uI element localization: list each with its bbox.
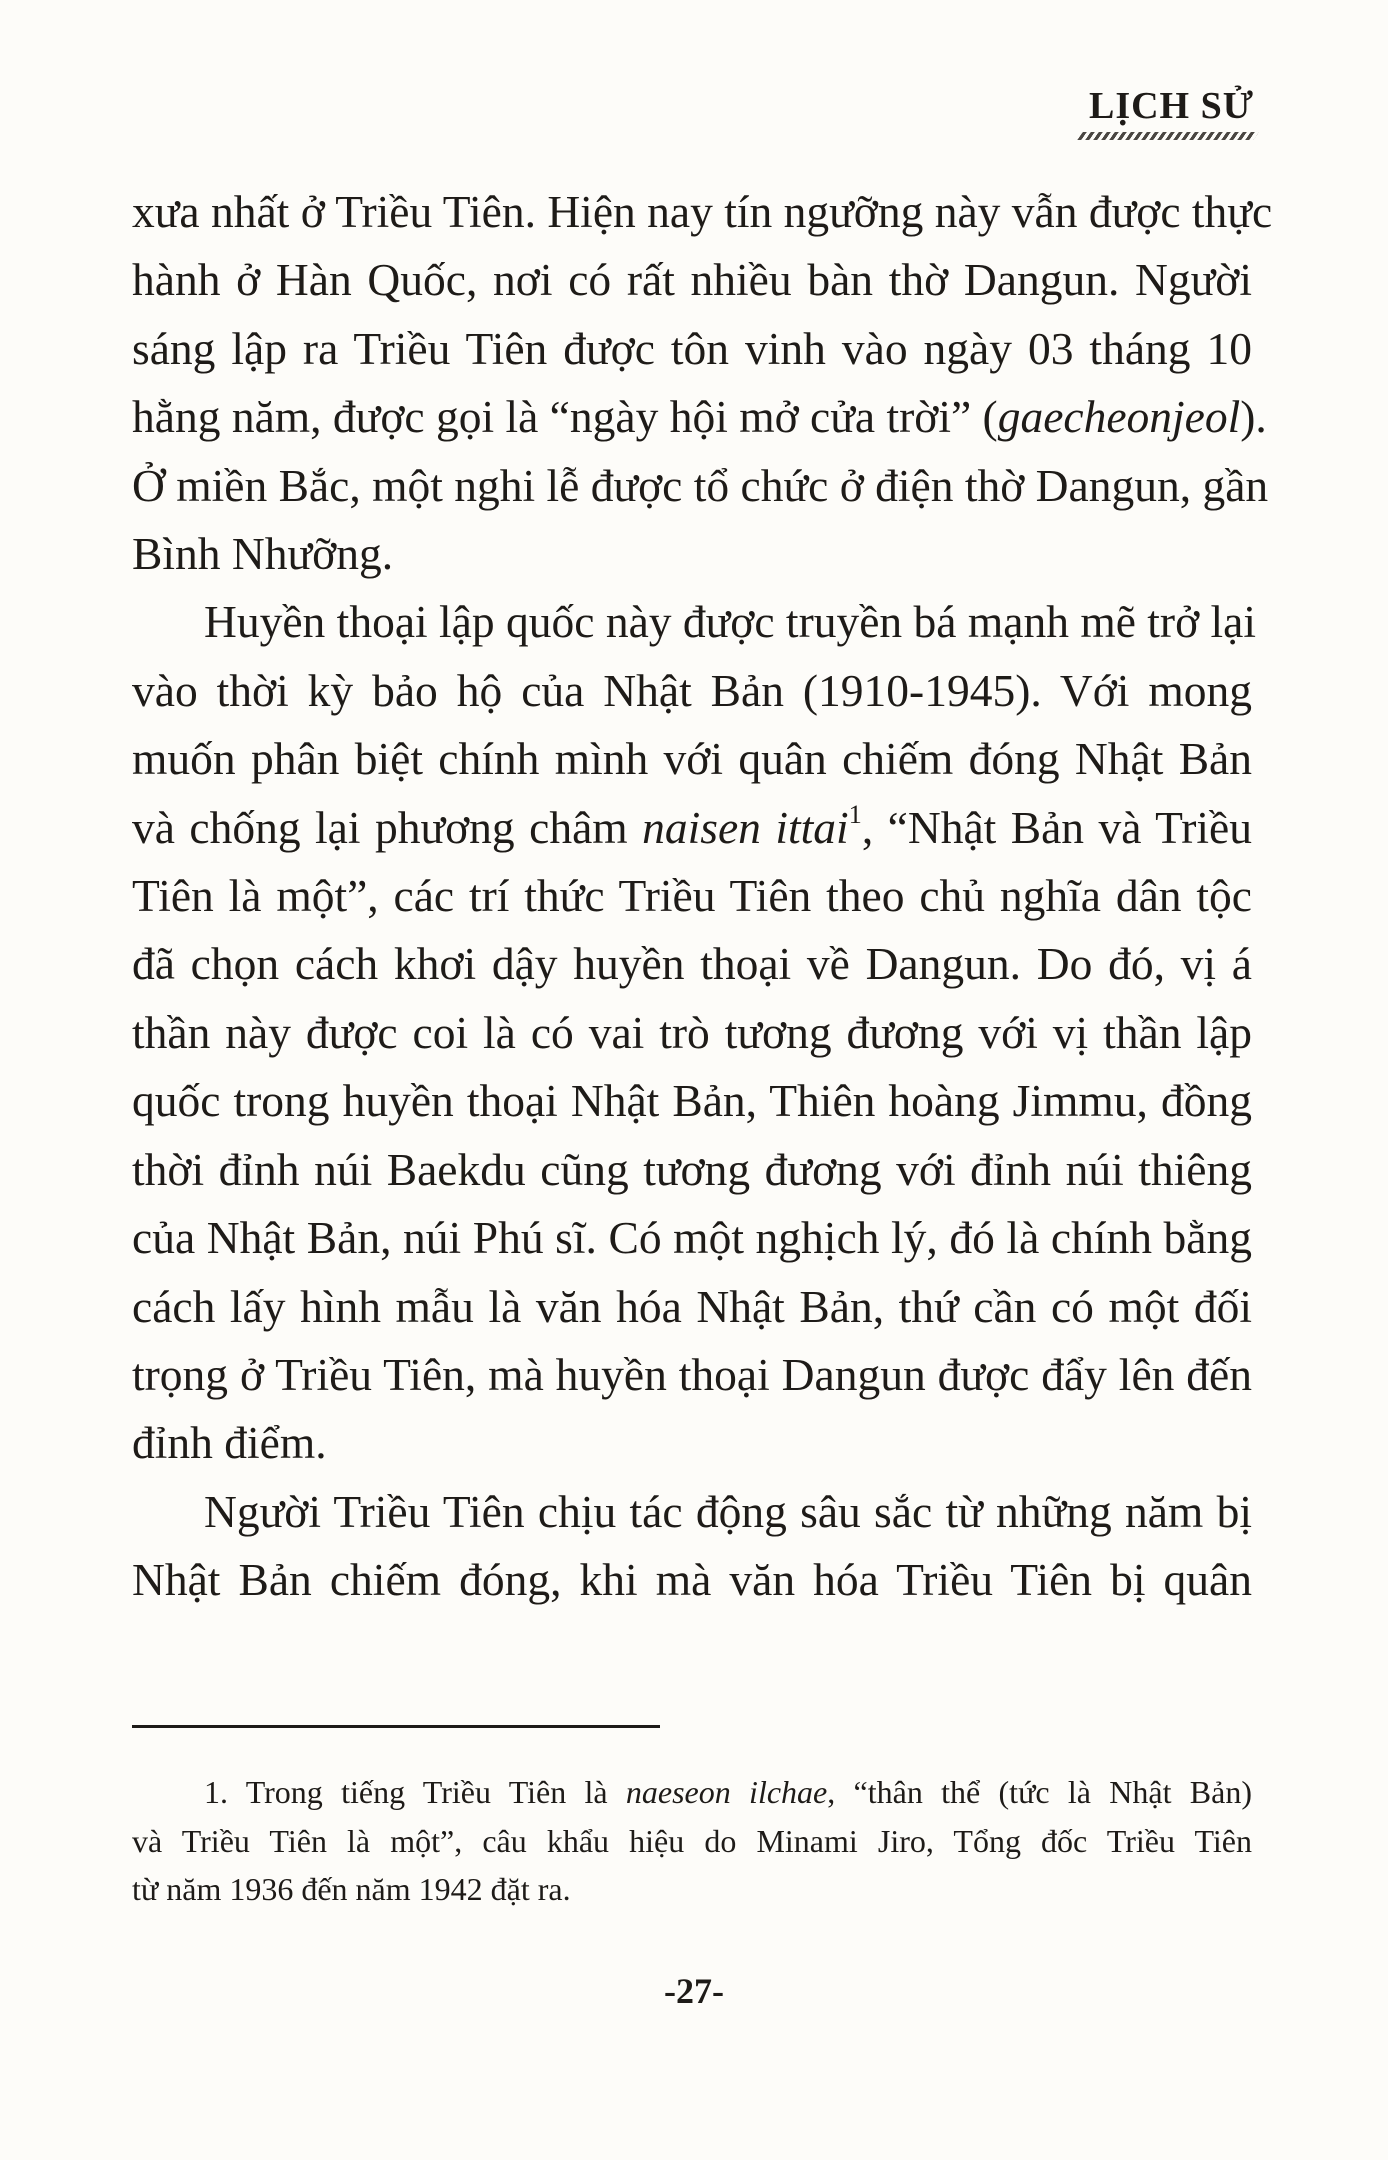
body-line: vào thời kỳ bảo hộ của Nhật Bản (1910-1945). Với mong (132, 664, 1252, 716)
body-line: đã chọn cách khơi dậy huyền thoại về Dangun. Do đó, vị á (132, 938, 1252, 990)
body-line: Người Triều Tiên chịu tác động sâu sắc từ những năm bị (204, 1485, 1252, 1537)
body-line: hành ở Hàn Quốc, nơi có rất nhiều bàn thờ Dangun. Người (132, 254, 1252, 306)
body-line: của Nhật Bản, núi Phú sĩ. Có một nghịch lý, đó là chính bằng (132, 1212, 1252, 1264)
body-line: hằng năm, được gọi là “ngày hội mở cửa trời” (gaecheonjeol). (132, 391, 1267, 443)
body-line: Tiên là một”, các trí thức Triều Tiên theo chủ nghĩa dân tộc (132, 870, 1252, 922)
body-line: Nhật Bản chiếm đóng, khi mà văn hóa Triều Tiên bị quân (132, 1554, 1252, 1606)
body-line: trọng ở Triều Tiên, mà huyền thoại Dangun được đẩy lên đến (132, 1348, 1252, 1400)
footnote-line: 1. Trong tiếng Triều Tiên là naeseon ilchae, “thân thể (tức là Nhật Bản) (204, 1774, 1252, 1810)
running-head-section-label: LỊCH SỬ (1088, 85, 1254, 127)
body-line: xưa nhất ở Triều Tiên. Hiện nay tín ngưỡng này vẫn được thực (132, 186, 1273, 237)
body-line: sáng lập ra Triều Tiên được tôn vinh vào ngày 03 tháng 10 (132, 322, 1252, 374)
body-line: cách lấy hình mẫu là văn hóa Nhật Bản, thứ cần có một đối (132, 1280, 1252, 1332)
footnote-separator (132, 1725, 660, 1728)
body-text (132, 178, 1273, 1615)
body-line-with-footnote-ref: và chống lại phương châm naisen ittai$^1$, “Nhật Bản và Triều (132, 798, 1253, 853)
body-line: đỉnh điểm. (132, 1417, 327, 1469)
body-line: Ở miền Bắc, một nghi lễ được tổ chức ở điện thờ Dangun, gần (132, 459, 1269, 511)
page-number: -27- (664, 1971, 724, 2011)
body-line: Huyền thoại lập quốc này được truyền bá mạnh mẽ trở lại (204, 596, 1256, 648)
body-line: thời đỉnh núi Baekdu cũng tương đương với đỉnh núi thiêng (132, 1143, 1252, 1195)
footnote-line: từ năm 1936 đến năm 1942 đặt ra. (132, 1871, 571, 1907)
body-line: muốn phân biệt chính mình với quân chiếm đóng Nhật Bản (132, 733, 1252, 785)
body-line: quốc trong huyền thoại Nhật Bản, Thiên hoàng Jimmu, đồng (132, 1075, 1252, 1127)
body-line: Bình Nhưỡng. (132, 528, 394, 580)
body-line: thần này được coi là có vai trò tương đương với vị thần lập (132, 1006, 1252, 1058)
footnote-line: và Triều Tiên là một”, câu khẩu hiệu do Minami Jiro, Tổng đốc Triều Tiên (132, 1822, 1252, 1859)
footnote (132, 1768, 1252, 1914)
running-head-decorative-rule (1077, 132, 1259, 140)
